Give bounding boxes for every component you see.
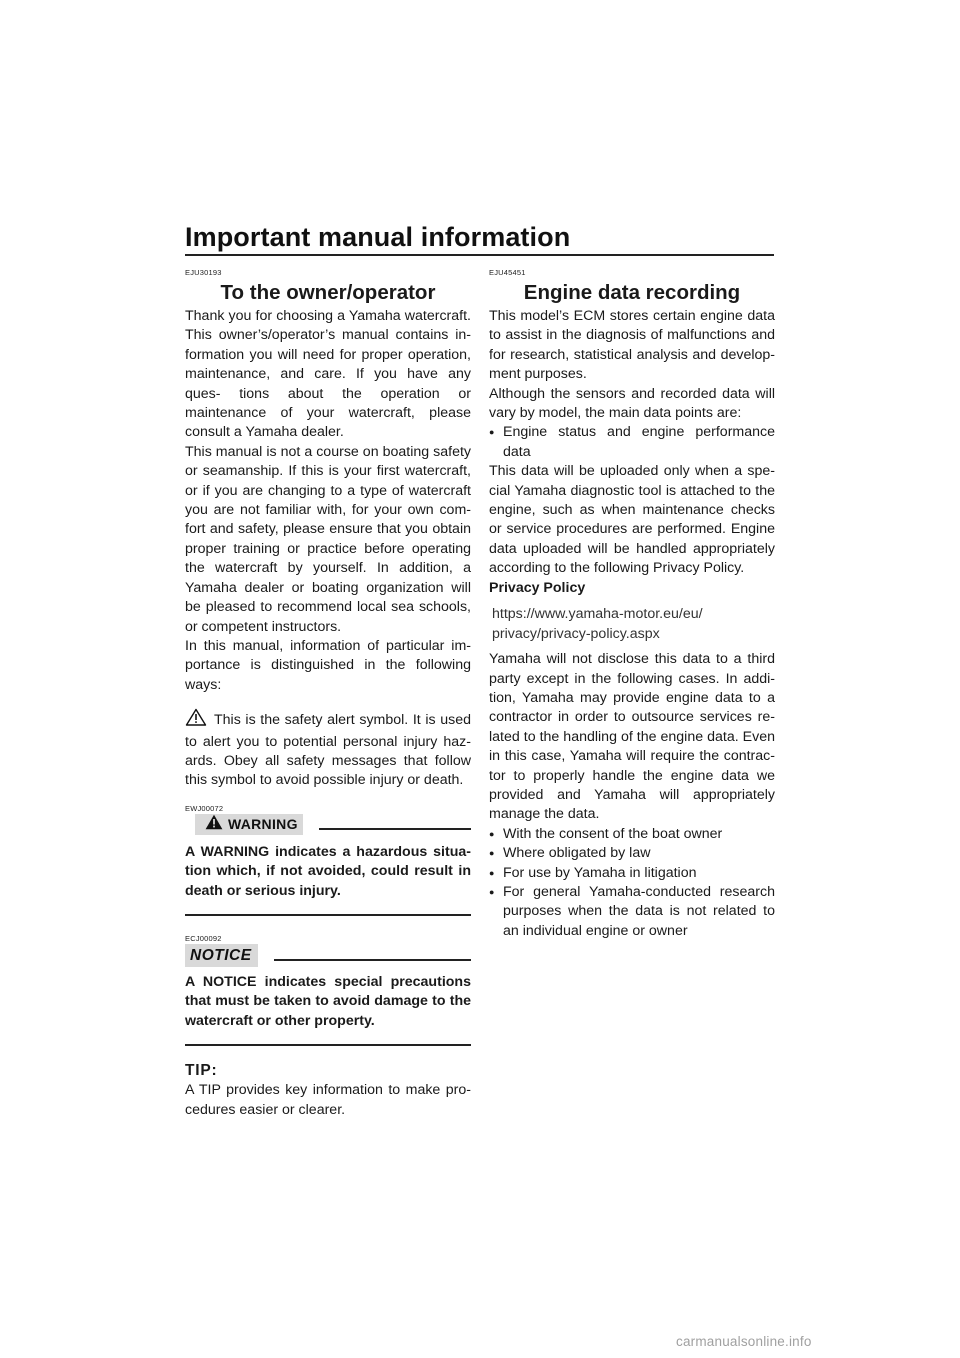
privacy-policy-heading: Privacy Policy bbox=[489, 579, 586, 596]
list-item: ● Where obligated by law bbox=[489, 844, 775, 863]
warning-code: EWJ00072 bbox=[185, 803, 224, 813]
privacy-url-line-2: privacy/privacy-policy.aspx bbox=[492, 626, 660, 643]
safety-alert-icon bbox=[185, 708, 207, 732]
tip-text: A TIP provides key information to make pro- cedures easier or clearer. bbox=[185, 1082, 471, 1118]
notice-header-rule bbox=[274, 959, 471, 961]
notice-code: ECJ00092 bbox=[185, 933, 222, 943]
tip-heading: TIP: bbox=[185, 1062, 218, 1080]
warning-header bbox=[185, 814, 471, 835]
page-title: Important manual information bbox=[185, 222, 571, 252]
section-code: EJU45451 bbox=[489, 268, 526, 277]
watermark: carmanualsonline.info bbox=[676, 1334, 812, 1349]
data-points-list bbox=[489, 423, 775, 462]
warning-bottom-rule bbox=[185, 914, 471, 916]
notice-header bbox=[185, 944, 471, 967]
left-column bbox=[185, 268, 471, 1120]
owner-paragraph-3: In this manual, information of particular im- portance is distinguished in the following ways: bbox=[185, 637, 471, 693]
privacy-policy-url bbox=[492, 604, 775, 644]
warning-label bbox=[195, 814, 303, 835]
privacy-url-line-1: https://www.yamaha-motor.eu/eu/ bbox=[492, 606, 703, 623]
engine-paragraph-3: This data will be uploaded only when a spe- cial Yamaha diagnostic tool is attached to the engine, such as when maintenance checks or service procedures are performed. Engine data uploaded will be handled appropriately according to the following Privacy Policy. bbox=[489, 463, 775, 577]
list-item: ● For general Yamaha-conducted research purposes when the data is not related to an individual engine or owner bbox=[489, 883, 775, 941]
owner-paragraph-2: This manual is not a course on boating safety or seamanship. If this is your first watercraft, or if you are changing to a type of watercraft you are not familiar with, for your own com- fort and safety, please ensure that you obtain proper training or practice before operating the watercraft by yourself. In addition, a Yamaha dealer or boating organization will be pleased to recommend local sea schools, or competent instructors. bbox=[185, 443, 471, 635]
safety-alert-text: This is the safety alert symbol. It is used to alert you to potential personal injury haz- ards. Obey all safety messages that follow this symbol to avoid possible injury or death. bbox=[185, 712, 471, 789]
owner-paragraph-1: Thank you for choosing a Yamaha watercraft. This owner’s/operator’s manual contains in- formation you will need for proper operation, maintenance, and care. If you have any ques- tions about the operation or maintenance of your watercraft, please consult a Yamaha dealer. bbox=[185, 308, 471, 441]
warning-triangle-icon bbox=[205, 814, 223, 835]
list-item: ● Engine status and engine performance data bbox=[489, 423, 775, 462]
notice-bottom-rule bbox=[185, 1044, 471, 1046]
section-title-engine: Engine data recording bbox=[523, 281, 741, 304]
notice-label: NOTICE bbox=[185, 944, 258, 967]
section-title-owner: To the owner/operator bbox=[220, 281, 436, 304]
notice-text: A NOTICE indicates special precautions that must be taken to avoid damage to the watercraft or other property. bbox=[185, 973, 471, 1029]
list-item: ● With the consent of the boat owner bbox=[489, 825, 775, 844]
section-code: EJU30193 bbox=[185, 268, 222, 277]
safety-alert-block bbox=[185, 708, 471, 791]
warning-label-text: WARNING bbox=[228, 815, 298, 832]
engine-paragraph-1: This model’s ECM stores certain engine data to assist in the diagnosis of malfunctions and for research, statistical analysis and develop- ment purposes. bbox=[489, 308, 775, 383]
warning-header-rule bbox=[319, 828, 471, 830]
list-item: ● For use by Yamaha in litigation bbox=[489, 864, 775, 883]
title-rule bbox=[185, 254, 774, 256]
engine-paragraph-2: Although the sensors and recorded data will vary by model, the main data points are: bbox=[489, 385, 775, 422]
warning-text: A WARNING indicates a hazardous situa- tion which, if not avoided, could result in death or serious injury. bbox=[185, 843, 471, 899]
right-column bbox=[489, 268, 775, 941]
disclosure-cases-list bbox=[489, 825, 775, 941]
engine-paragraph-4: Yamaha will not disclose this data to a third party except in the following cases. In addi- tion, Yamaha may provide engine data to a contractor in order to outsource services re- lated to the handling of the engine data. Even in this case, Yamaha will require the contrac- tor to properly handle the engine data we provided and Yamaha will appropriately manage the data. bbox=[489, 651, 775, 823]
